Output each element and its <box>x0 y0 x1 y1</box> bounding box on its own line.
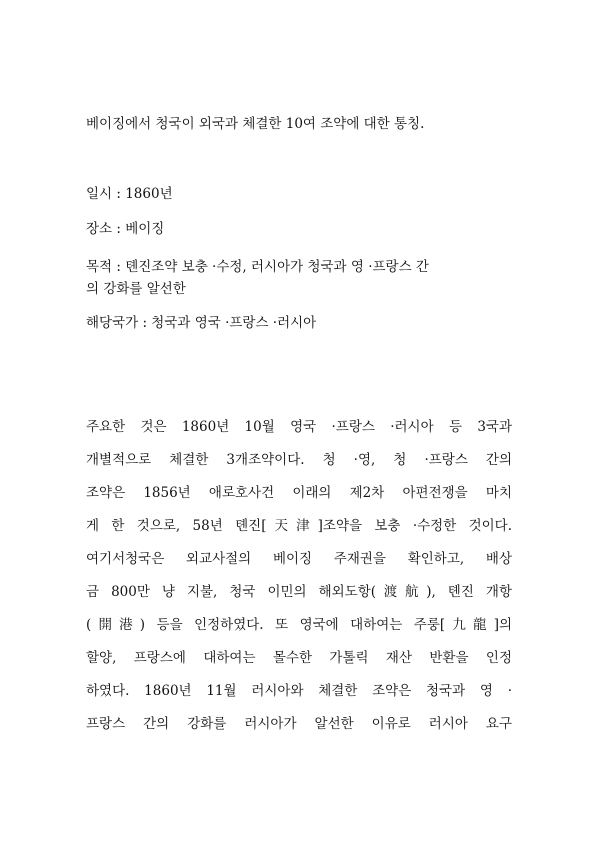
body-line: 여기서청국은 외교사절의 베이징 주재권을 확인하고, 배상 <box>86 551 512 567</box>
info-purpose-cont: 의 강화를 알선한 <box>86 281 186 297</box>
body-line: 게 한 것으로, 58년 톈진[天津]조약을 보충 ·수정한 것이다. <box>86 518 512 534</box>
info-purpose: 목적 : 톈진조약 보충 ·수정, 러시아가 청국과 영 ·프랑스 간 <box>86 259 429 275</box>
body-line: 주요한 것은 1860년 10월 영국 ·프랑스 ·러시아 등 3국과 <box>86 419 512 435</box>
body-line: 할양, 프랑스에 대하여는 몰수한 가톨릭 재산 반환을 인정 <box>86 650 512 666</box>
info-date: 일시 : 1860년 <box>86 186 173 202</box>
body-line: 금 800만 냥 지불, 청국 이민의 해외도항(渡航), 톈진 개항 <box>86 584 512 600</box>
body-line: 개별적으로 체결한 3개조약이다. 청 ·영, 청 ·프랑스 간의 <box>86 452 512 468</box>
body-line: 프랑스 간의 강화를 러시아가 알선한 이유로 러시아 요구 <box>86 716 512 732</box>
info-countries: 해당국가 : 청국과 영국 ·프랑스 ·러시아 <box>86 315 317 331</box>
body-line: 조약은 1856년 애로호사건 이래의 제2차 아편전쟁을 마치 <box>86 485 512 501</box>
intro-definition: 베이징에서 청국이 외국과 체결한 10여 조약에 대한 통칭. <box>86 116 425 132</box>
info-place: 장소 : 베이징 <box>86 221 165 237</box>
body-line: 하였다. 1860년 11월 러시아와 체결한 조약은 청국과 영 · <box>86 683 512 699</box>
body-line: (開港) 등을 인정하였다. 또 영국에 대하여는 주룽[九龍]의 <box>86 617 512 633</box>
